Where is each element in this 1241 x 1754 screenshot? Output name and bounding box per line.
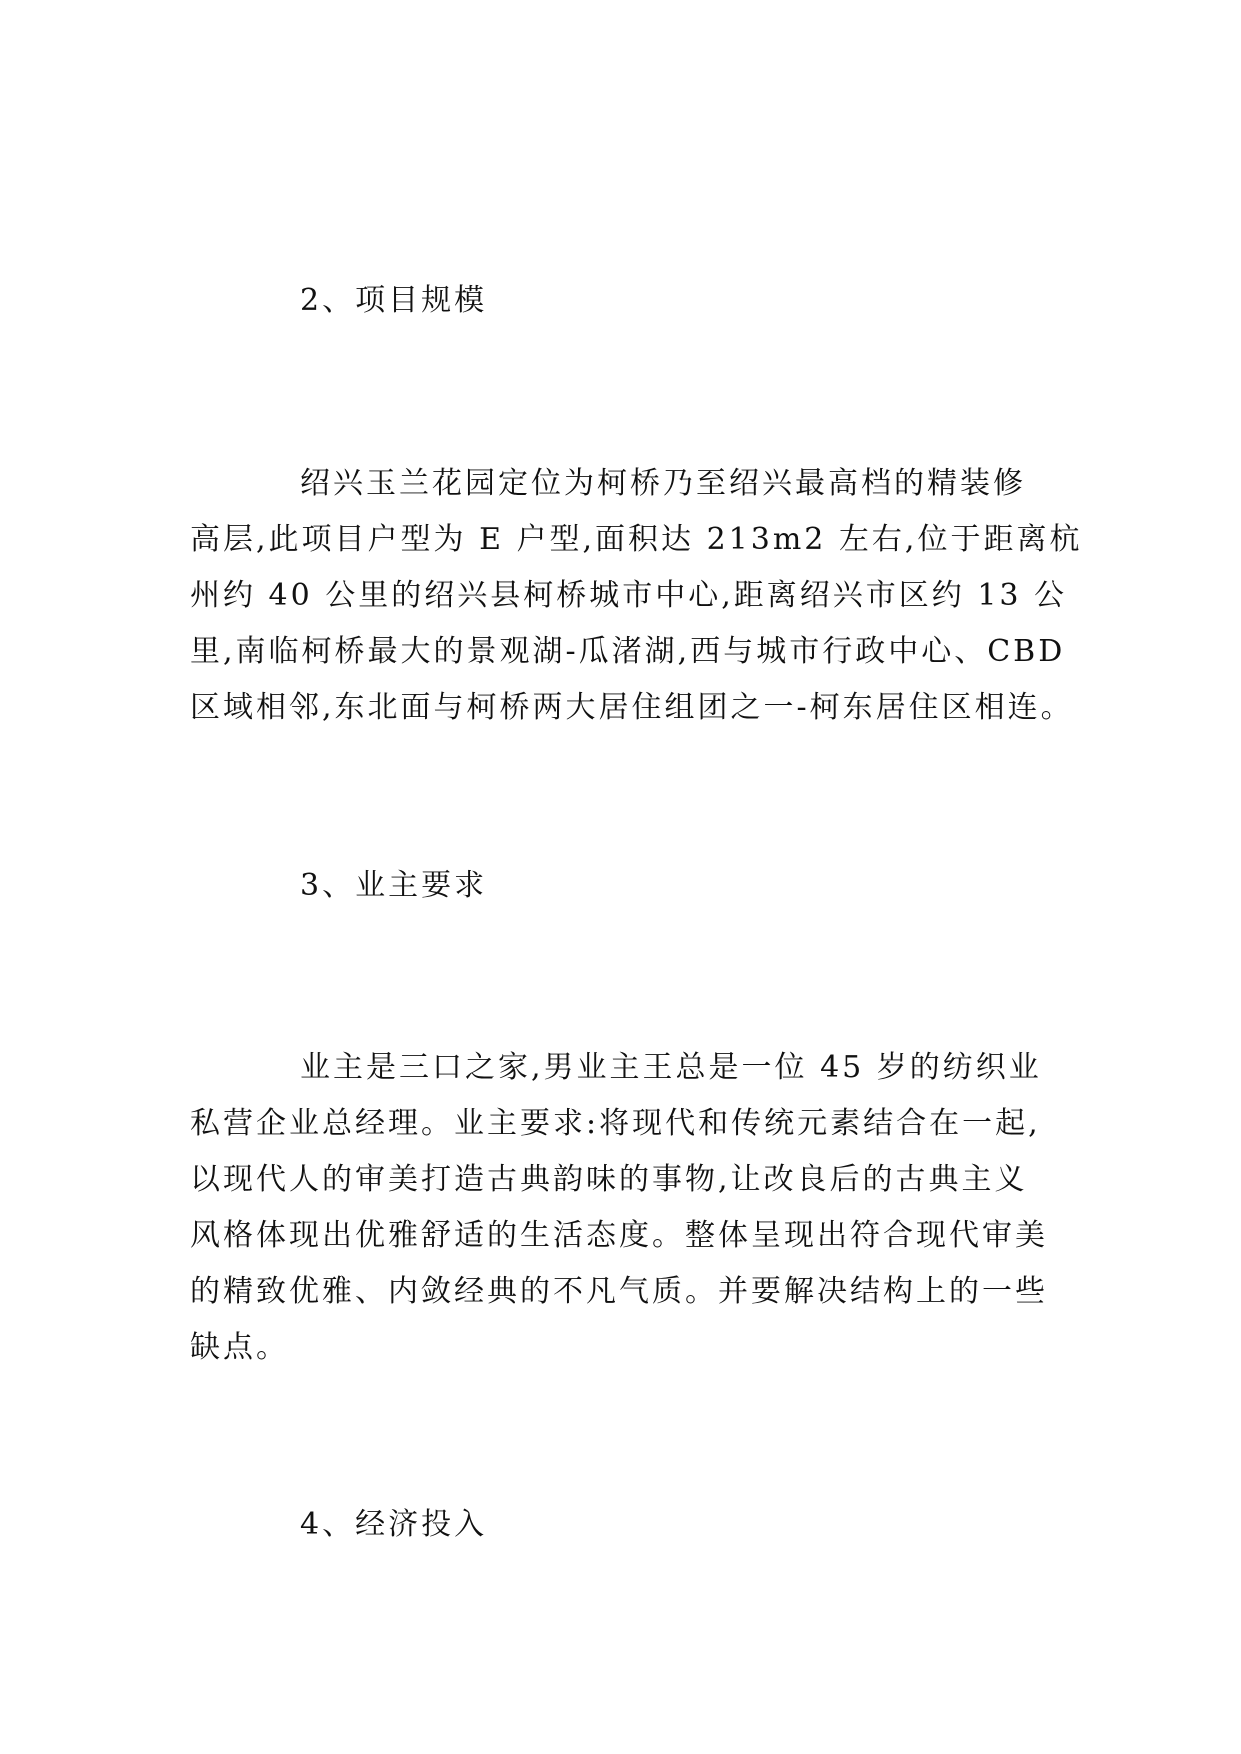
section-heading-owner-requirements: 3、业主要求 [300, 868, 488, 903]
paragraph-line: 高层,此项目户型为 E 户型,面积达 213m2 左右,位于距离杭 [190, 522, 1083, 557]
paragraph-line: 州约 40 公里的绍兴县柯桥城市中心,距离绍兴市区约 13 公 [190, 578, 1068, 613]
paragraph-line: 业主是三口之家,男业主王总是一位 45 岁的纺织业 [300, 1050, 1042, 1085]
paragraph-line: 绍兴玉兰花园定位为柯桥乃至绍兴最高档的精装修 [300, 466, 1026, 501]
paragraph-line: 缺点。 [190, 1330, 289, 1365]
paragraph-line: 以现代人的审美打造古典韵味的事物,让改良后的古典主义 [190, 1162, 1028, 1197]
paragraph-line: 私营企业总经理。业主要求:将现代和传统元素结合在一起, [190, 1106, 1041, 1141]
paragraph-line: 区域相邻,东北面与柯桥两大居住组团之一-柯东居住区相连。 [190, 690, 1074, 725]
section-heading-project-scale: 2、项目规模 [300, 283, 488, 318]
paragraph-line: 的精致优雅、内敛经典的不凡气质。并要解决结构上的一些 [190, 1274, 1048, 1309]
paragraph-owner-requirements [190, 1040, 1070, 1376]
paragraph-project-scale [190, 456, 1083, 736]
paragraph-line: 里,南临柯桥最大的景观湖-瓜渚湖,西与城市行政中心、CBD [190, 634, 1066, 669]
paragraph-line: 风格体现出优雅舒适的生活态度。整体呈现出符合现代审美 [190, 1218, 1048, 1253]
section-heading-economic-investment: 4、经济投入 [300, 1507, 488, 1542]
